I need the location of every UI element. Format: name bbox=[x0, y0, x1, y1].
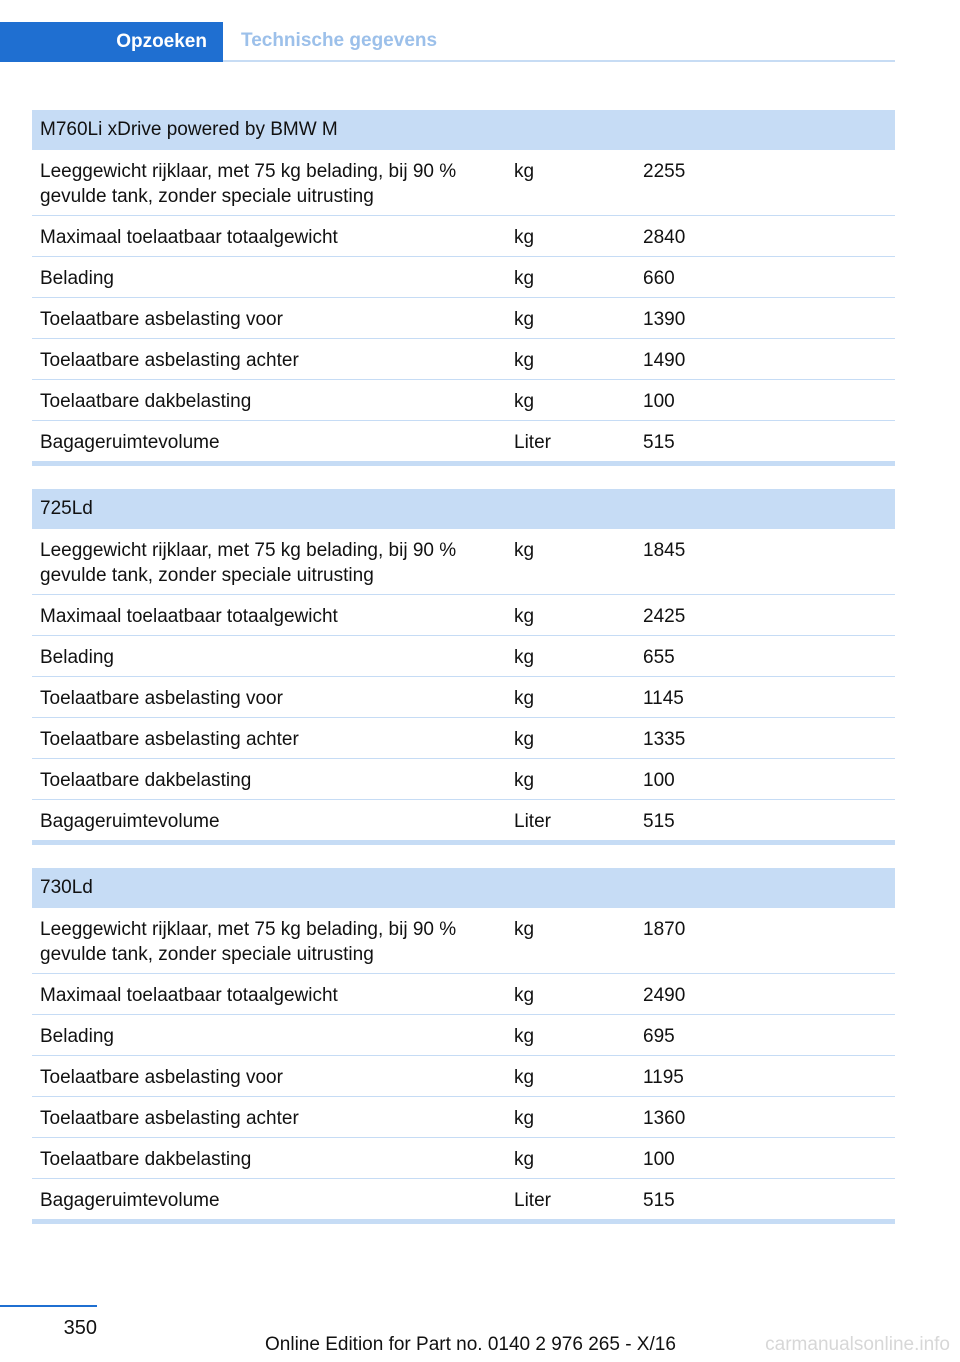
row-value: 1195 bbox=[643, 1067, 684, 1088]
row-label: Toelaatbare asbelasting voor bbox=[40, 688, 283, 709]
table-row bbox=[32, 595, 895, 636]
row-label: Maximaal toelaatbaar totaalgewicht bbox=[40, 985, 338, 1006]
row-label: Bagageruimtevolume bbox=[40, 811, 220, 832]
row-value: 515 bbox=[643, 432, 675, 453]
table-row bbox=[32, 529, 895, 595]
row-unit: kg bbox=[514, 770, 535, 791]
page-header bbox=[0, 22, 895, 62]
row-unit: kg bbox=[514, 1108, 535, 1129]
table-end-rule bbox=[32, 461, 895, 466]
page-number-rule bbox=[0, 1305, 97, 1307]
row-value: 660 bbox=[643, 268, 675, 289]
row-unit: kg bbox=[514, 391, 535, 412]
edition-note: Online Edition for Part no. 0140 2 976 265 - X/16 bbox=[265, 1334, 676, 1355]
table-row bbox=[32, 718, 895, 759]
table-row bbox=[32, 1015, 895, 1056]
row-unit: kg bbox=[514, 227, 535, 248]
table-row bbox=[32, 150, 895, 216]
row-label: Toelaatbare asbelasting achter bbox=[40, 729, 299, 750]
row-label: Toelaatbare asbelasting voor bbox=[40, 1067, 283, 1088]
row-unit: kg bbox=[514, 540, 535, 561]
table-end-rule bbox=[32, 840, 895, 845]
row-value: 1390 bbox=[643, 309, 686, 330]
row-label: Toelaatbare dakbelasting bbox=[40, 391, 252, 412]
row-unit: kg bbox=[514, 350, 535, 371]
table-row bbox=[32, 800, 895, 840]
table-row bbox=[32, 298, 895, 339]
table-row bbox=[32, 257, 895, 298]
row-label: Toelaatbare dakbelasting bbox=[40, 1149, 252, 1170]
table-title: 730Ld bbox=[32, 868, 895, 908]
table-row bbox=[32, 908, 895, 974]
row-value: 1870 bbox=[643, 919, 686, 940]
row-unit: kg bbox=[514, 919, 535, 940]
row-value: 655 bbox=[643, 647, 675, 668]
table-row bbox=[32, 380, 895, 421]
row-unit: kg bbox=[514, 1026, 535, 1047]
spec-table-725ld bbox=[32, 489, 895, 845]
tab-technische-gegevens[interactable]: Technische gegevens bbox=[241, 30, 438, 51]
row-label: Belading bbox=[40, 647, 114, 668]
row-value: 100 bbox=[643, 391, 675, 412]
spec-table-730ld bbox=[32, 868, 895, 1224]
table-row bbox=[32, 677, 895, 718]
table-row bbox=[32, 759, 895, 800]
spec-table-m760li bbox=[32, 110, 895, 466]
header-divider bbox=[223, 60, 895, 62]
row-unit: kg bbox=[514, 985, 535, 1006]
page-number: 350 bbox=[63, 1317, 97, 1339]
row-label: Leeggewicht rijklaar, met 75 kg belading, bij 90 % gevulde tank, zonder speciale uitrusting bbox=[40, 161, 457, 207]
table-title: M760Li xDrive powered by BMW M bbox=[32, 110, 895, 150]
row-unit: Liter bbox=[514, 811, 551, 832]
row-value: 2490 bbox=[643, 985, 686, 1006]
row-label: Bagageruimtevolume bbox=[40, 432, 220, 453]
row-label: Maximaal toelaatbaar totaalgewicht bbox=[40, 606, 338, 627]
row-label: Leeggewicht rijklaar, met 75 kg belading, bij 90 % gevulde tank, zonder speciale uitrusting bbox=[40, 540, 457, 586]
table-end-rule bbox=[32, 1219, 895, 1224]
table-row bbox=[32, 1056, 895, 1097]
row-unit: kg bbox=[514, 1149, 535, 1170]
row-label: Toelaatbare dakbelasting bbox=[40, 770, 252, 791]
row-value: 1335 bbox=[643, 729, 686, 750]
row-label: Toelaatbare asbelasting achter bbox=[40, 1108, 299, 1129]
row-value: 1845 bbox=[643, 540, 686, 561]
row-unit: kg bbox=[514, 688, 535, 709]
row-label: Leeggewicht rijklaar, met 75 kg belading, bij 90 % gevulde tank, zonder speciale uitrusting bbox=[40, 919, 457, 965]
row-unit: Liter bbox=[514, 432, 551, 453]
row-value: 100 bbox=[643, 1149, 675, 1170]
row-unit: kg bbox=[514, 1067, 535, 1088]
row-value: 2425 bbox=[643, 606, 686, 627]
row-value: 1145 bbox=[643, 688, 684, 709]
table-row bbox=[32, 974, 895, 1015]
table-row bbox=[32, 1138, 895, 1179]
row-value: 100 bbox=[643, 770, 675, 791]
row-value: 515 bbox=[643, 811, 675, 832]
row-unit: kg bbox=[514, 606, 535, 627]
row-unit: kg bbox=[514, 268, 535, 289]
table-row bbox=[32, 636, 895, 677]
row-value: 695 bbox=[643, 1026, 675, 1047]
row-unit: kg bbox=[514, 309, 535, 330]
row-unit: kg bbox=[514, 729, 535, 750]
table-row bbox=[32, 421, 895, 461]
table-row bbox=[32, 1179, 895, 1219]
row-label: Belading bbox=[40, 1026, 114, 1047]
row-value: 1360 bbox=[643, 1108, 686, 1129]
row-value: 2840 bbox=[643, 227, 686, 248]
row-unit: Liter bbox=[514, 1190, 551, 1211]
row-value: 1490 bbox=[643, 350, 686, 371]
row-value: 515 bbox=[643, 1190, 675, 1211]
row-label: Toelaatbare asbelasting voor bbox=[40, 309, 283, 330]
row-unit: kg bbox=[514, 647, 535, 668]
row-label: Maximaal toelaatbaar totaalgewicht bbox=[40, 227, 338, 248]
row-value: 2255 bbox=[643, 161, 686, 182]
tab-opzoeken[interactable]: Opzoeken bbox=[0, 22, 223, 62]
row-label: Bagageruimtevolume bbox=[40, 1190, 220, 1211]
table-row bbox=[32, 339, 895, 380]
watermark: carmanualsonline.info bbox=[765, 1334, 950, 1355]
row-unit: kg bbox=[514, 161, 535, 182]
table-row bbox=[32, 216, 895, 257]
row-label: Belading bbox=[40, 268, 114, 289]
table-row bbox=[32, 1097, 895, 1138]
row-label: Toelaatbare asbelasting achter bbox=[40, 350, 299, 371]
table-title: 725Ld bbox=[32, 489, 895, 529]
